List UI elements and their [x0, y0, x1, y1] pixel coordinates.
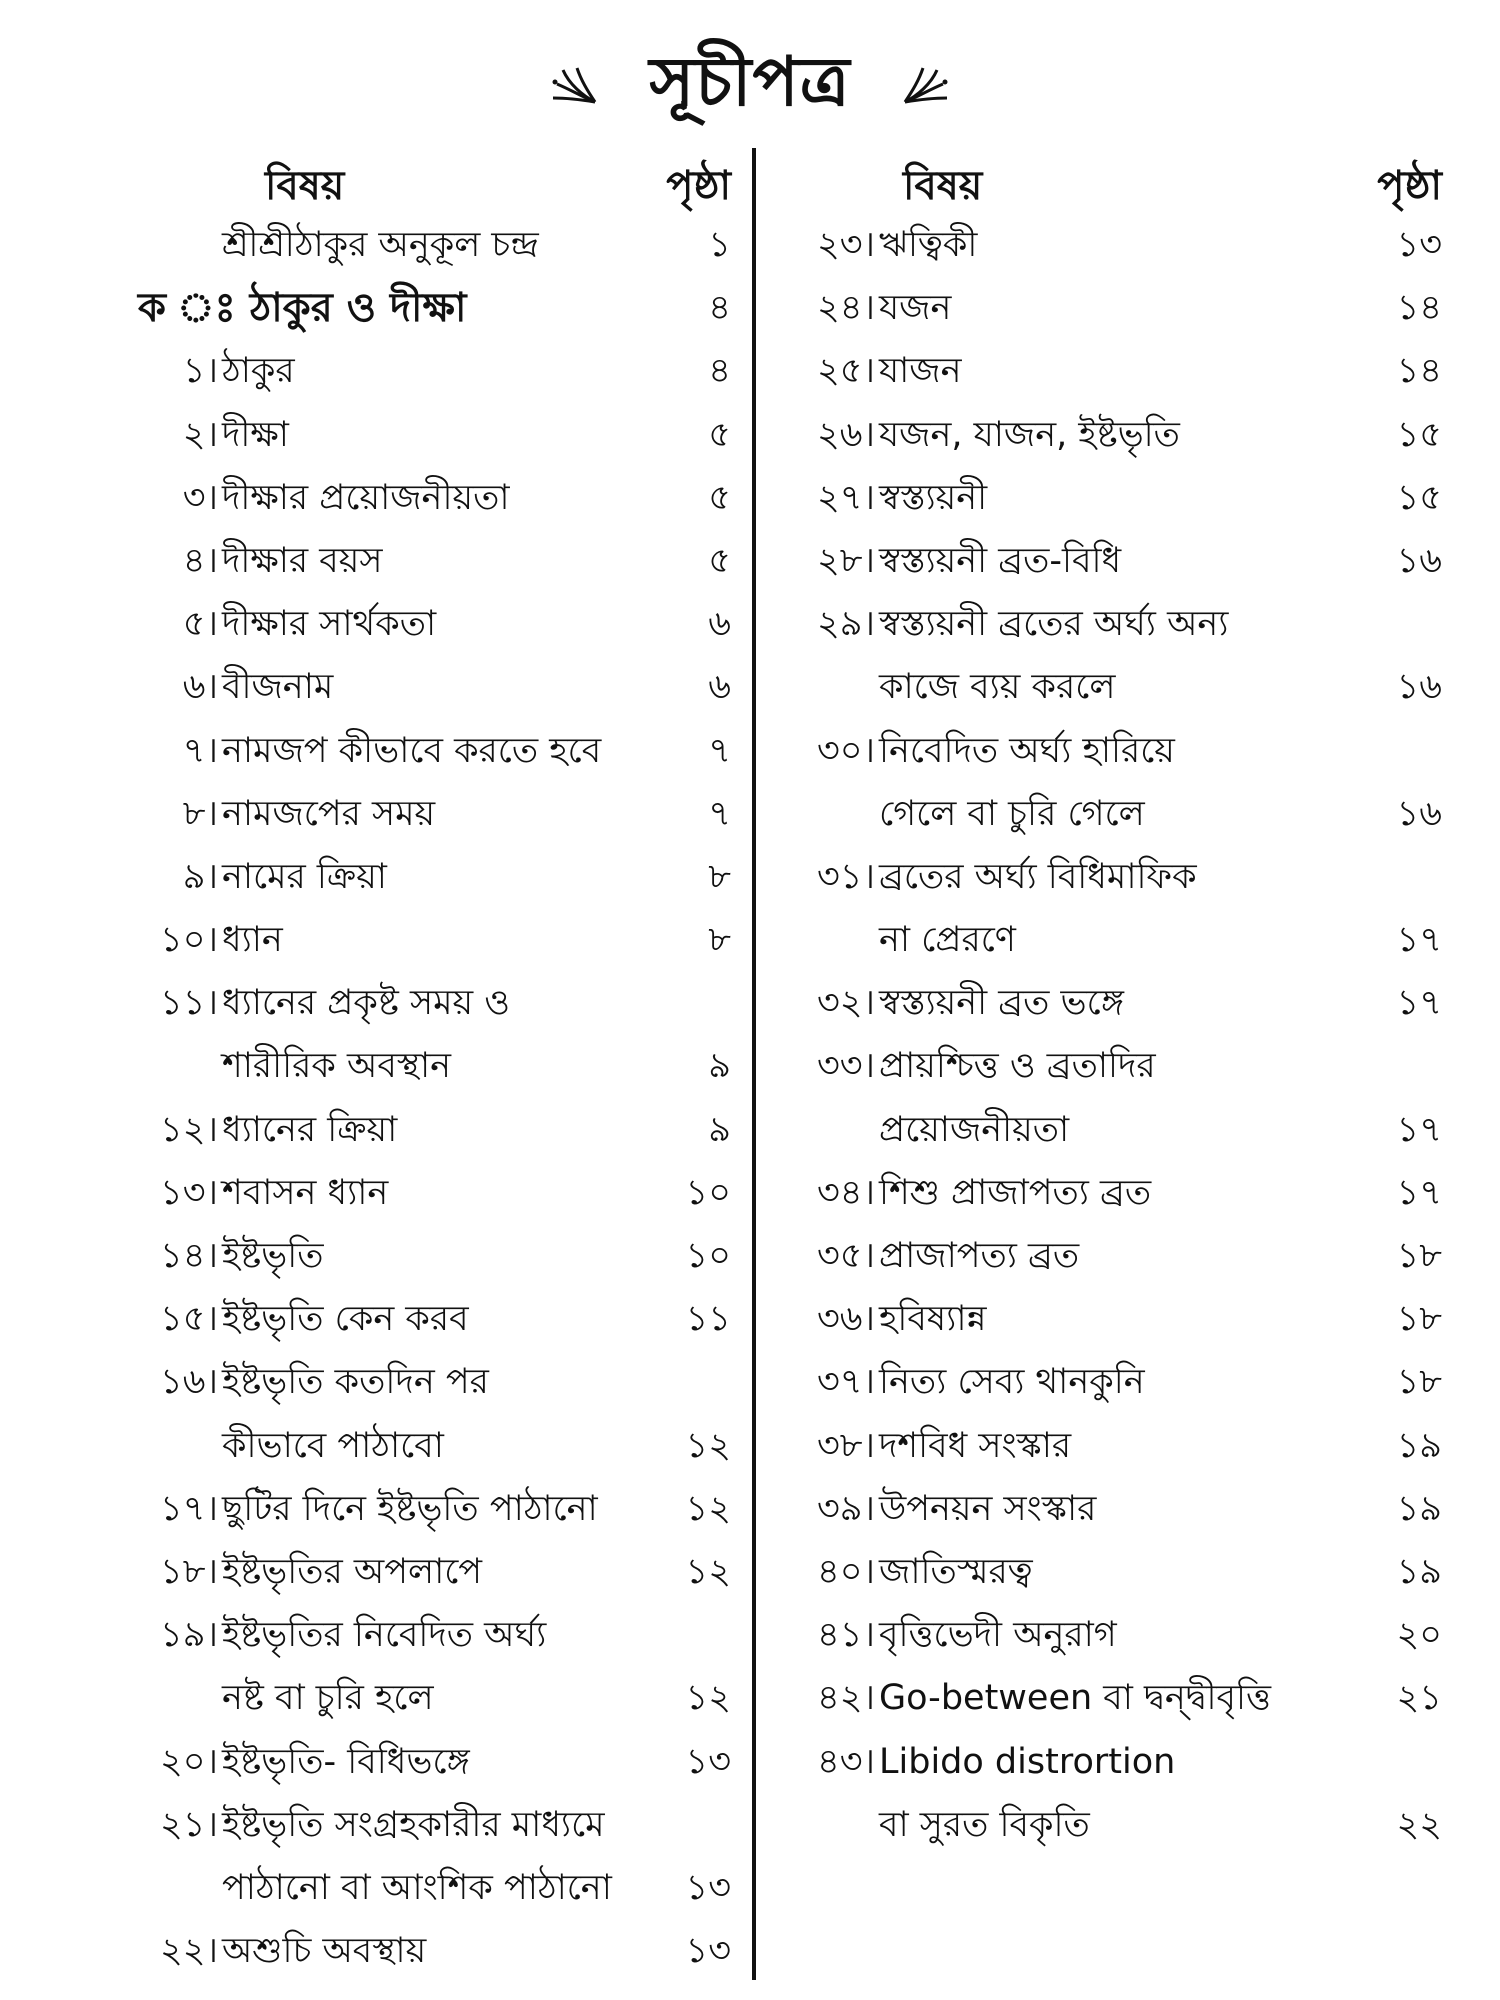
entry-number: ৬। [182, 667, 218, 708]
toc-entry [0, 1920, 745, 1983]
toc-list-left [0, 214, 745, 1983]
toc-entry [0, 467, 745, 530]
toc-entry [0, 1351, 745, 1414]
entry-number: ২৬। [816, 414, 875, 455]
ornament-left-icon [545, 66, 597, 106]
entry-page-number: ১৭ [1396, 983, 1442, 1024]
toc-entry [0, 340, 745, 403]
toc-entry [758, 1604, 1500, 1667]
entry-page-number: ১৮ [1396, 1362, 1442, 1403]
entry-page-number: ১৪ [1396, 288, 1442, 329]
entry-title: ধ্যানের প্রকৃষ্ট সময় ও [222, 983, 511, 1024]
entry-number: ৪১। [817, 1615, 875, 1656]
entry-number: ৭। [182, 730, 218, 771]
entry-page-number: ৮ [708, 920, 731, 961]
toc-entry [758, 467, 1500, 530]
entry-title: ইষ্টভৃতি সংগ্রহকারীর মাধ্যমে [222, 1804, 605, 1845]
entry-number: ১৮। [160, 1551, 218, 1592]
entry-page-number: ১৫ [1396, 414, 1442, 455]
toc-entry [758, 1099, 1500, 1162]
entry-title: যাজন [879, 351, 962, 392]
entry-number: ৩০। [816, 730, 875, 771]
entry-title: নামজপের সময় [222, 793, 436, 834]
toc-entry [0, 720, 745, 783]
entry-page-number: ১২ [685, 1425, 731, 1466]
entry-page-number: ৬ [708, 604, 731, 645]
entry-page-number: ৯ [708, 1046, 731, 1087]
entry-page-number: ৪ [708, 351, 731, 392]
page-title-block [0, 38, 1500, 128]
toc-entry [0, 972, 745, 1035]
entry-page-number: ১ [708, 225, 731, 265]
entry-number: ১৭। [160, 1488, 218, 1529]
topic-heading: বিষয় [903, 163, 983, 209]
toc-entry [0, 1099, 745, 1162]
entry-page-number: ৮ [708, 856, 731, 897]
entry-number: ২০। [159, 1741, 218, 1782]
entry-number: ১৫। [160, 1299, 218, 1340]
entry-page-number: ১৮ [1396, 1236, 1442, 1276]
toc-entry [758, 214, 1500, 277]
toc-entry [0, 214, 745, 277]
entry-title: নিবেদিত অর্ঘ্য হারিয়ে [879, 730, 1175, 771]
entry-title: নামজপ কীভাবে করতে হবে [222, 730, 602, 771]
entry-title: প্রায়শ্চিত্ত ও ব্রতাদির [879, 1046, 1156, 1087]
entry-page-number: ১৫ [1396, 477, 1442, 518]
entry-number: ২৫। [817, 351, 875, 392]
toc-entry [758, 1351, 1500, 1414]
entry-title: ইষ্টভৃতি কতদিন পর [222, 1362, 489, 1403]
entry-page-number: ১৭ [1396, 920, 1442, 961]
entry-page-number: ৬ [708, 667, 731, 708]
entry-page-number: ৫ [708, 477, 731, 518]
entry-page-number: ১২ [685, 1678, 731, 1719]
entry-title: দীক্ষার বয়স [222, 540, 383, 581]
toc-entry [0, 1731, 745, 1794]
entry-page-number: ৯ [708, 1109, 731, 1150]
toc-entry [758, 1225, 1500, 1288]
entry-number: ১৪। [160, 1236, 218, 1276]
entry-title: জাতিস্মরত্ব [879, 1551, 1033, 1592]
entry-number: ২২। [159, 1931, 218, 1972]
toc-entry [0, 1035, 745, 1098]
entry-number: ১৬। [160, 1362, 218, 1403]
entry-number: ১৩। [160, 1172, 218, 1213]
toc-entry [758, 656, 1500, 719]
entry-number: ৮। [182, 793, 218, 834]
entry-number: ৫। [182, 604, 218, 645]
toc-entry [758, 404, 1500, 467]
entry-title: প্রাজাপত্য ব্রত [879, 1236, 1080, 1276]
entry-title: দীক্ষার সার্থকতা [222, 604, 437, 645]
toc-entry [0, 846, 745, 909]
toc-entry [0, 783, 745, 846]
toc-entry [0, 1162, 745, 1225]
column-header [0, 150, 745, 214]
entry-title: উপনয়ন সংস্কার [879, 1488, 1097, 1529]
entry-number: ২৮। [817, 540, 875, 581]
entry-title: Libido distrortion [879, 1741, 1176, 1782]
entry-page-number: ১১ [685, 1299, 731, 1340]
toc-entry [758, 1478, 1500, 1541]
entry-title: শারীরিক অবস্থান [222, 1046, 451, 1087]
entry-page-number: ১০ [685, 1172, 731, 1213]
toc-entry [0, 1541, 745, 1604]
entry-page-number: ১৬ [1396, 667, 1442, 708]
column-header [758, 150, 1500, 214]
entry-title: না প্রেরণে [879, 920, 1016, 961]
toc-entry [0, 1604, 745, 1667]
toc-entry [758, 909, 1500, 972]
entry-page-number: ৪ [708, 288, 731, 329]
toc-left-column [0, 150, 745, 1983]
entry-title: দশবিধ সংস্কার [879, 1425, 1072, 1466]
entry-page-number: ৭ [708, 730, 731, 771]
entry-number: ৩৫। [817, 1236, 875, 1276]
entry-page-number: ১২ [685, 1488, 731, 1529]
entry-title: হবিষ্যান্ন [879, 1299, 987, 1340]
toc-entry [0, 1794, 745, 1857]
entry-title: ব্রতের অর্ঘ্য বিধিমাফিক [879, 856, 1197, 897]
entry-title: যজন [879, 288, 952, 329]
toc-entry [758, 1541, 1500, 1604]
toc-entry [758, 1794, 1500, 1857]
page-title: সূচীপত্র [649, 43, 851, 122]
entry-title: ইষ্টভৃতি কেন করব [222, 1299, 469, 1340]
entry-number: ৩৪। [817, 1172, 875, 1213]
entry-page-number: ১৯ [1396, 1425, 1442, 1466]
entry-title: গেলে বা চুরি গেলে [879, 793, 1145, 834]
entry-title: দীক্ষার প্রয়োজনীয়তা [222, 477, 510, 518]
toc-entry [758, 277, 1500, 340]
toc-entry [758, 1731, 1500, 1794]
toc-entry [0, 909, 745, 972]
entry-title: বা সুরত বিকৃতি [879, 1804, 1090, 1845]
toc-entry [758, 1162, 1500, 1225]
toc-entry [0, 656, 745, 719]
toc-entry [758, 1667, 1500, 1730]
toc-entry [758, 720, 1500, 783]
entry-title: Go-between বা দ্বন্দ্বীবৃত্তি [879, 1678, 1272, 1719]
entry-number: ৩২। [816, 983, 875, 1024]
entry-page-number: ১৭ [1396, 1109, 1442, 1150]
entry-page-number: ১৩ [1396, 225, 1442, 265]
toc-entry [0, 1857, 745, 1920]
entry-page-number: ৭ [708, 793, 731, 834]
entry-page-number: ১৯ [1396, 1488, 1442, 1529]
entry-title: ইষ্টভৃতির নিবেদিত অর্ঘ্য [222, 1615, 547, 1656]
entry-number: ৪০। [817, 1551, 875, 1592]
entry-page-number: ৫ [708, 414, 731, 455]
page-heading: পৃষ্ঠা [1377, 163, 1442, 209]
entry-number: ৩৬। [816, 1299, 875, 1340]
entry-page-number: ২২ [1396, 1804, 1442, 1845]
entry-title: নষ্ট বা চুরি হলে [222, 1678, 434, 1719]
entry-number: ১২। [160, 1109, 218, 1150]
toc-entry [0, 1415, 745, 1478]
entry-number: ২৭। [816, 477, 875, 518]
entry-title: বৃত্তিভেদী অনুরাগ [879, 1615, 1117, 1656]
entry-title: যজন, যাজন, ইষ্টভৃতি [879, 414, 1180, 455]
entry-number: ২৯। [817, 604, 875, 645]
entry-title: বীজনাম [222, 667, 334, 708]
entry-title: শবাসন ধ্যান [222, 1172, 389, 1213]
entry-page-number: ১৬ [1396, 793, 1442, 834]
topic-heading: বিষয় [265, 163, 345, 209]
entry-title: নিত্য সেব্য থানকুনি [879, 1362, 1145, 1403]
entry-title: পাঠানো বা আংশিক পাঠানো [222, 1867, 612, 1908]
entry-page-number: ১৭ [1396, 1172, 1442, 1213]
toc-entry [758, 1288, 1500, 1351]
entry-title: ঋত্বিকী [879, 225, 978, 265]
toc-entry [0, 404, 745, 467]
entry-title: কীভাবে পাঠাবো [222, 1425, 444, 1466]
entry-title: শিশু প্রাজাপত্য ব্রত [879, 1172, 1152, 1213]
entry-title: ধ্যানের ক্রিয়া [222, 1109, 398, 1150]
entry-title: স্বস্ত্যয়নী [879, 477, 988, 518]
entry-page-number: ১৮ [1396, 1299, 1442, 1340]
page-heading: পৃষ্ঠা [666, 163, 731, 209]
toc-entry [758, 530, 1500, 593]
toc-entry [0, 1478, 745, 1541]
entry-number: ২৩। [816, 225, 875, 265]
entry-number: ২১। [160, 1804, 218, 1845]
entry-number: ১১। [160, 983, 218, 1024]
entry-title: শ্রীশ্রীঠাকুর অনুকূল চন্দ্র [222, 225, 539, 265]
entry-title: অশুচি অবস্থায় [222, 1931, 427, 1972]
entry-page-number: ১৯ [1396, 1551, 1442, 1592]
entry-title: স্বস্ত্যয়নী ব্রতের অর্ঘ্য অন্য [879, 604, 1229, 645]
entry-title: ছুটির দিনে ইষ্টভৃতি পাঠানো [222, 1488, 598, 1529]
entry-number: ৯। [182, 856, 218, 897]
entry-page-number: ৫ [708, 540, 731, 581]
entry-number: ৩৭। [816, 1362, 875, 1403]
toc-entry [758, 1035, 1500, 1098]
entry-title: প্রয়োজনীয়তা [879, 1109, 1070, 1150]
toc-entry [758, 1415, 1500, 1478]
entry-number: ৩১। [817, 856, 875, 897]
toc-entry [758, 846, 1500, 909]
toc-entry [0, 277, 745, 340]
entry-title: ঠাকুর [222, 351, 295, 392]
entry-number: ৪৩। [817, 1741, 875, 1782]
entry-page-number: ১৩ [685, 1867, 731, 1908]
entry-page-number: ১৩ [685, 1931, 731, 1972]
entry-page-number: ১০ [685, 1236, 731, 1276]
ornament-right-icon [903, 66, 955, 106]
toc-entry [0, 593, 745, 656]
entry-page-number: ২১ [1396, 1678, 1442, 1719]
entry-title: দীক্ষা [222, 414, 289, 455]
entry-number: ৩৯। [817, 1488, 875, 1529]
toc-list-right [758, 214, 1500, 1857]
entry-page-number: ১৩ [685, 1741, 731, 1782]
toc-entry [0, 530, 745, 593]
entry-title: ইষ্টভৃতির অপলাপে [222, 1551, 483, 1592]
entry-title: স্বস্ত্যয়নী ব্রত ভঙ্গে [879, 983, 1124, 1024]
entry-number: ৩। [182, 477, 218, 518]
entry-title: ধ্যান [222, 920, 283, 961]
toc-entry [758, 593, 1500, 656]
toc-entry [758, 783, 1500, 846]
entry-title: কাজে ব্যয় করলে [879, 667, 1116, 708]
entry-number: ৪২। [817, 1678, 875, 1719]
toc-entry [758, 972, 1500, 1035]
toc-right-column [758, 150, 1500, 1857]
toc-entry [758, 340, 1500, 403]
entry-page-number: ২০ [1396, 1615, 1442, 1656]
entry-number: ১০। [160, 920, 218, 961]
entry-number: ২। [182, 414, 218, 455]
entry-page-number: ১৪ [1396, 351, 1442, 392]
entry-title: ইষ্টভৃতি [222, 1236, 324, 1276]
entry-number: ২৪। [817, 288, 875, 329]
entry-number: ৩৮। [817, 1425, 875, 1466]
entry-title: ক ঃ ঠাকুর ও দীক্ষা [138, 285, 467, 332]
entry-page-number: ১৬ [1396, 540, 1442, 581]
toc-entry [0, 1667, 745, 1730]
toc-entry [0, 1225, 745, 1288]
entry-title: নামের ক্রিয়া [222, 856, 387, 897]
column-divider [752, 148, 756, 1980]
entry-title: স্বস্ত্যয়নী ব্রত-বিধি [879, 540, 1122, 581]
entry-number: ১। [182, 351, 218, 392]
entry-page-number: ১২ [685, 1551, 731, 1592]
entry-number: ৩৩। [816, 1046, 875, 1087]
entry-title: ইষ্টভৃতি- বিধিভঙ্গে [222, 1741, 470, 1782]
toc-entry [0, 1288, 745, 1351]
entry-number: ১৯। [160, 1615, 218, 1656]
entry-number: ৪। [182, 540, 218, 581]
